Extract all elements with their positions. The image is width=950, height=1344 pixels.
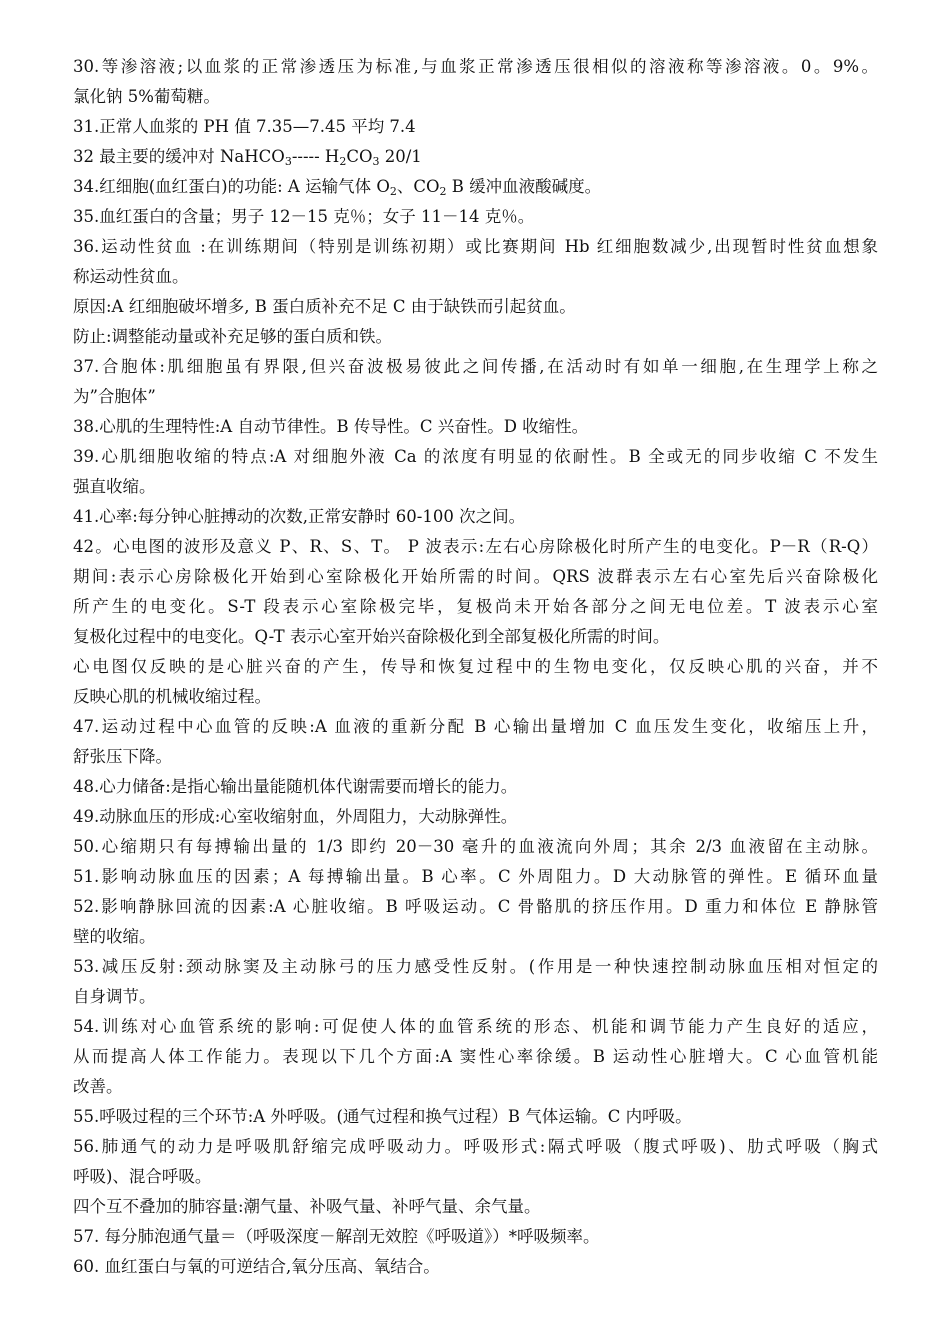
- text-line: 30.等渗溶液;以血浆的正常渗透压为标准,与血浆正常渗透压很相似的溶液称等渗溶液。0。9%。: [73, 57, 878, 76]
- text-line: 35.血红蛋白的含量；男子 12－15 克％；女子 11－14 克％。: [73, 207, 535, 226]
- text-line: 复极化过程中的电变化。Q-T 表示心室开始兴奋除极化到全部复极化所需的时间。: [73, 627, 670, 646]
- text-line: 50.心缩期只有每搏输出量的 1/3 即约 20－30 毫升的血液流向外周；其余 2/3 血液留在主动脉。: [73, 837, 878, 856]
- text-line: 31.正常人血浆的 PH 值 7.35—7.45 平均 7.4: [73, 117, 416, 136]
- text-line: 42。心电图的波形及意义 P、R、S、T。 P 波表示:左右心房除极化时所产生的电变化。P－R（R-Q）: [73, 537, 878, 556]
- text-line: 期间:表示心房除极化开始到心室除极化开始所需的时间。QRS 波群表示左右心室先后兴奋除极化: [73, 567, 878, 586]
- text-line: 48.心力储备:是指心输出量能随机体代谢需要而增长的能力。: [73, 777, 518, 796]
- text-line: 57. 每分肺泡通气量＝（呼吸深度－解剖无效腔《呼吸道》）*呼吸频率。: [73, 1227, 600, 1246]
- text-line: 改善。: [73, 1077, 123, 1096]
- text-line: 四个互不叠加的肺容量:潮气量、补吸气量、补呼气量、余气量。: [73, 1197, 541, 1216]
- text-line: 原因:A 红细胞破坏增多, B 蛋白质补充不足 C 由于缺铁而引起贫血。: [73, 297, 576, 316]
- text-line: 47.运动过程中心血管的反映:A 血液的重新分配 B 心输出量增加 C 血压发生变化，收缩压上升，: [73, 717, 878, 736]
- text-line: 自身调节。: [73, 987, 156, 1006]
- text-line: 反映心肌的机械收缩过程。: [73, 687, 271, 706]
- text-line: 34.红细胞(血红蛋白)的功能: A 运输气体 $O_2$、$CO_2$ B 缓冲血液酸碱度。: [73, 177, 602, 198]
- text-line: 60. 血红蛋白与氧的可逆结合,氧分压高、氧结合。: [73, 1257, 440, 1276]
- text-line: 舒张压下降。: [73, 747, 172, 766]
- document-body: [73, 52, 878, 1282]
- text-line: 38.心肌的生理特性:A 自动节律性。B 传导性。C 兴奋性。D 收缩性。: [73, 417, 589, 436]
- text-line: 41.心率:每分钟心脏搏动的次数,正常安静时 60-100 次之间。: [73, 507, 526, 526]
- text-line: 32 最主要的缓冲对 NaHCO$_3$----- $H_2CO_3$ 20/1: [73, 147, 422, 168]
- text-line: 氯化钠 5%葡萄糖。: [73, 87, 220, 106]
- text-line: 56.肺通气的动力是呼吸肌舒缩完成呼吸动力。呼吸形式:隔式呼吸（腹式呼吸)、肋式呼吸（胸式: [73, 1137, 878, 1156]
- text-line: 51.影响动脉血压的因素；A 每搏输出量。B 心率。C 外周阻力。D 大动脉管的弹性。E 循环血量: [73, 867, 878, 886]
- text-line: 所产生的电变化。S-T 段表示心室除极完毕，复极尚未开始各部分之间无电位差。T 波表示心室: [73, 597, 878, 616]
- text-line: 39.心肌细胞收缩的特点:A 对细胞外液 Ca 的浓度有明显的依耐性。B 全或无的同步收缩 C 不发生: [73, 447, 878, 466]
- text-line: 36.运动性贫血 :在训练期间（特别是训练初期）或比赛期间 Hb 红细胞数减少,出现暂时性贫血想象: [73, 237, 878, 256]
- text-line: 49.动脉血压的形成:心室收缩射血，外周阻力，大动脉弹性。: [73, 807, 518, 826]
- text-line: 52.影响静脉回流的因素:A 心脏收缩。B 呼吸运动。C 骨骼肌的挤压作用。D 重力和体位 E 静脉管: [73, 897, 878, 916]
- text-line: 为”合胞体”: [73, 387, 156, 406]
- text-line: 称运动性贫血。: [73, 267, 189, 286]
- text-line: 54.训练对心血管系统的影响:可促使人体的血管系统的形态、机能和调节能力产生良好的适应，: [73, 1017, 878, 1036]
- text-line: 防止:调整能动量或补充足够的蛋白质和铁。: [73, 327, 393, 346]
- text-line: 强直收缩。: [73, 477, 156, 496]
- text-line: 心电图仅反映的是心脏兴奋的产生，传导和恢复过程中的生物电变化，仅反映心肌的兴奋，并不: [73, 657, 878, 676]
- text-line: 从而提高人体工作能力。表现以下几个方面:A 窦性心率徐缓。B 运动性心脏增大。C 心血管机能: [73, 1047, 878, 1066]
- text-line: 壁的收缩。: [73, 927, 156, 946]
- text-line: 55.呼吸过程的三个环节:A 外呼吸。(通气过程和换气过程）B 气体运输。C 内呼吸。: [73, 1107, 692, 1126]
- text-line: 37.合胞体:肌细胞虽有界限,但兴奋波极易彼此之间传播,在活动时有如单一细胞,在生理学上称之: [73, 357, 878, 376]
- text-line: 呼吸)、混合呼吸。: [73, 1167, 212, 1186]
- text-line: 53.减压反射:颈动脉窦及主动脉弓的压力感受性反射。(作用是一种快速控制动脉血压相对恒定的: [73, 957, 878, 976]
